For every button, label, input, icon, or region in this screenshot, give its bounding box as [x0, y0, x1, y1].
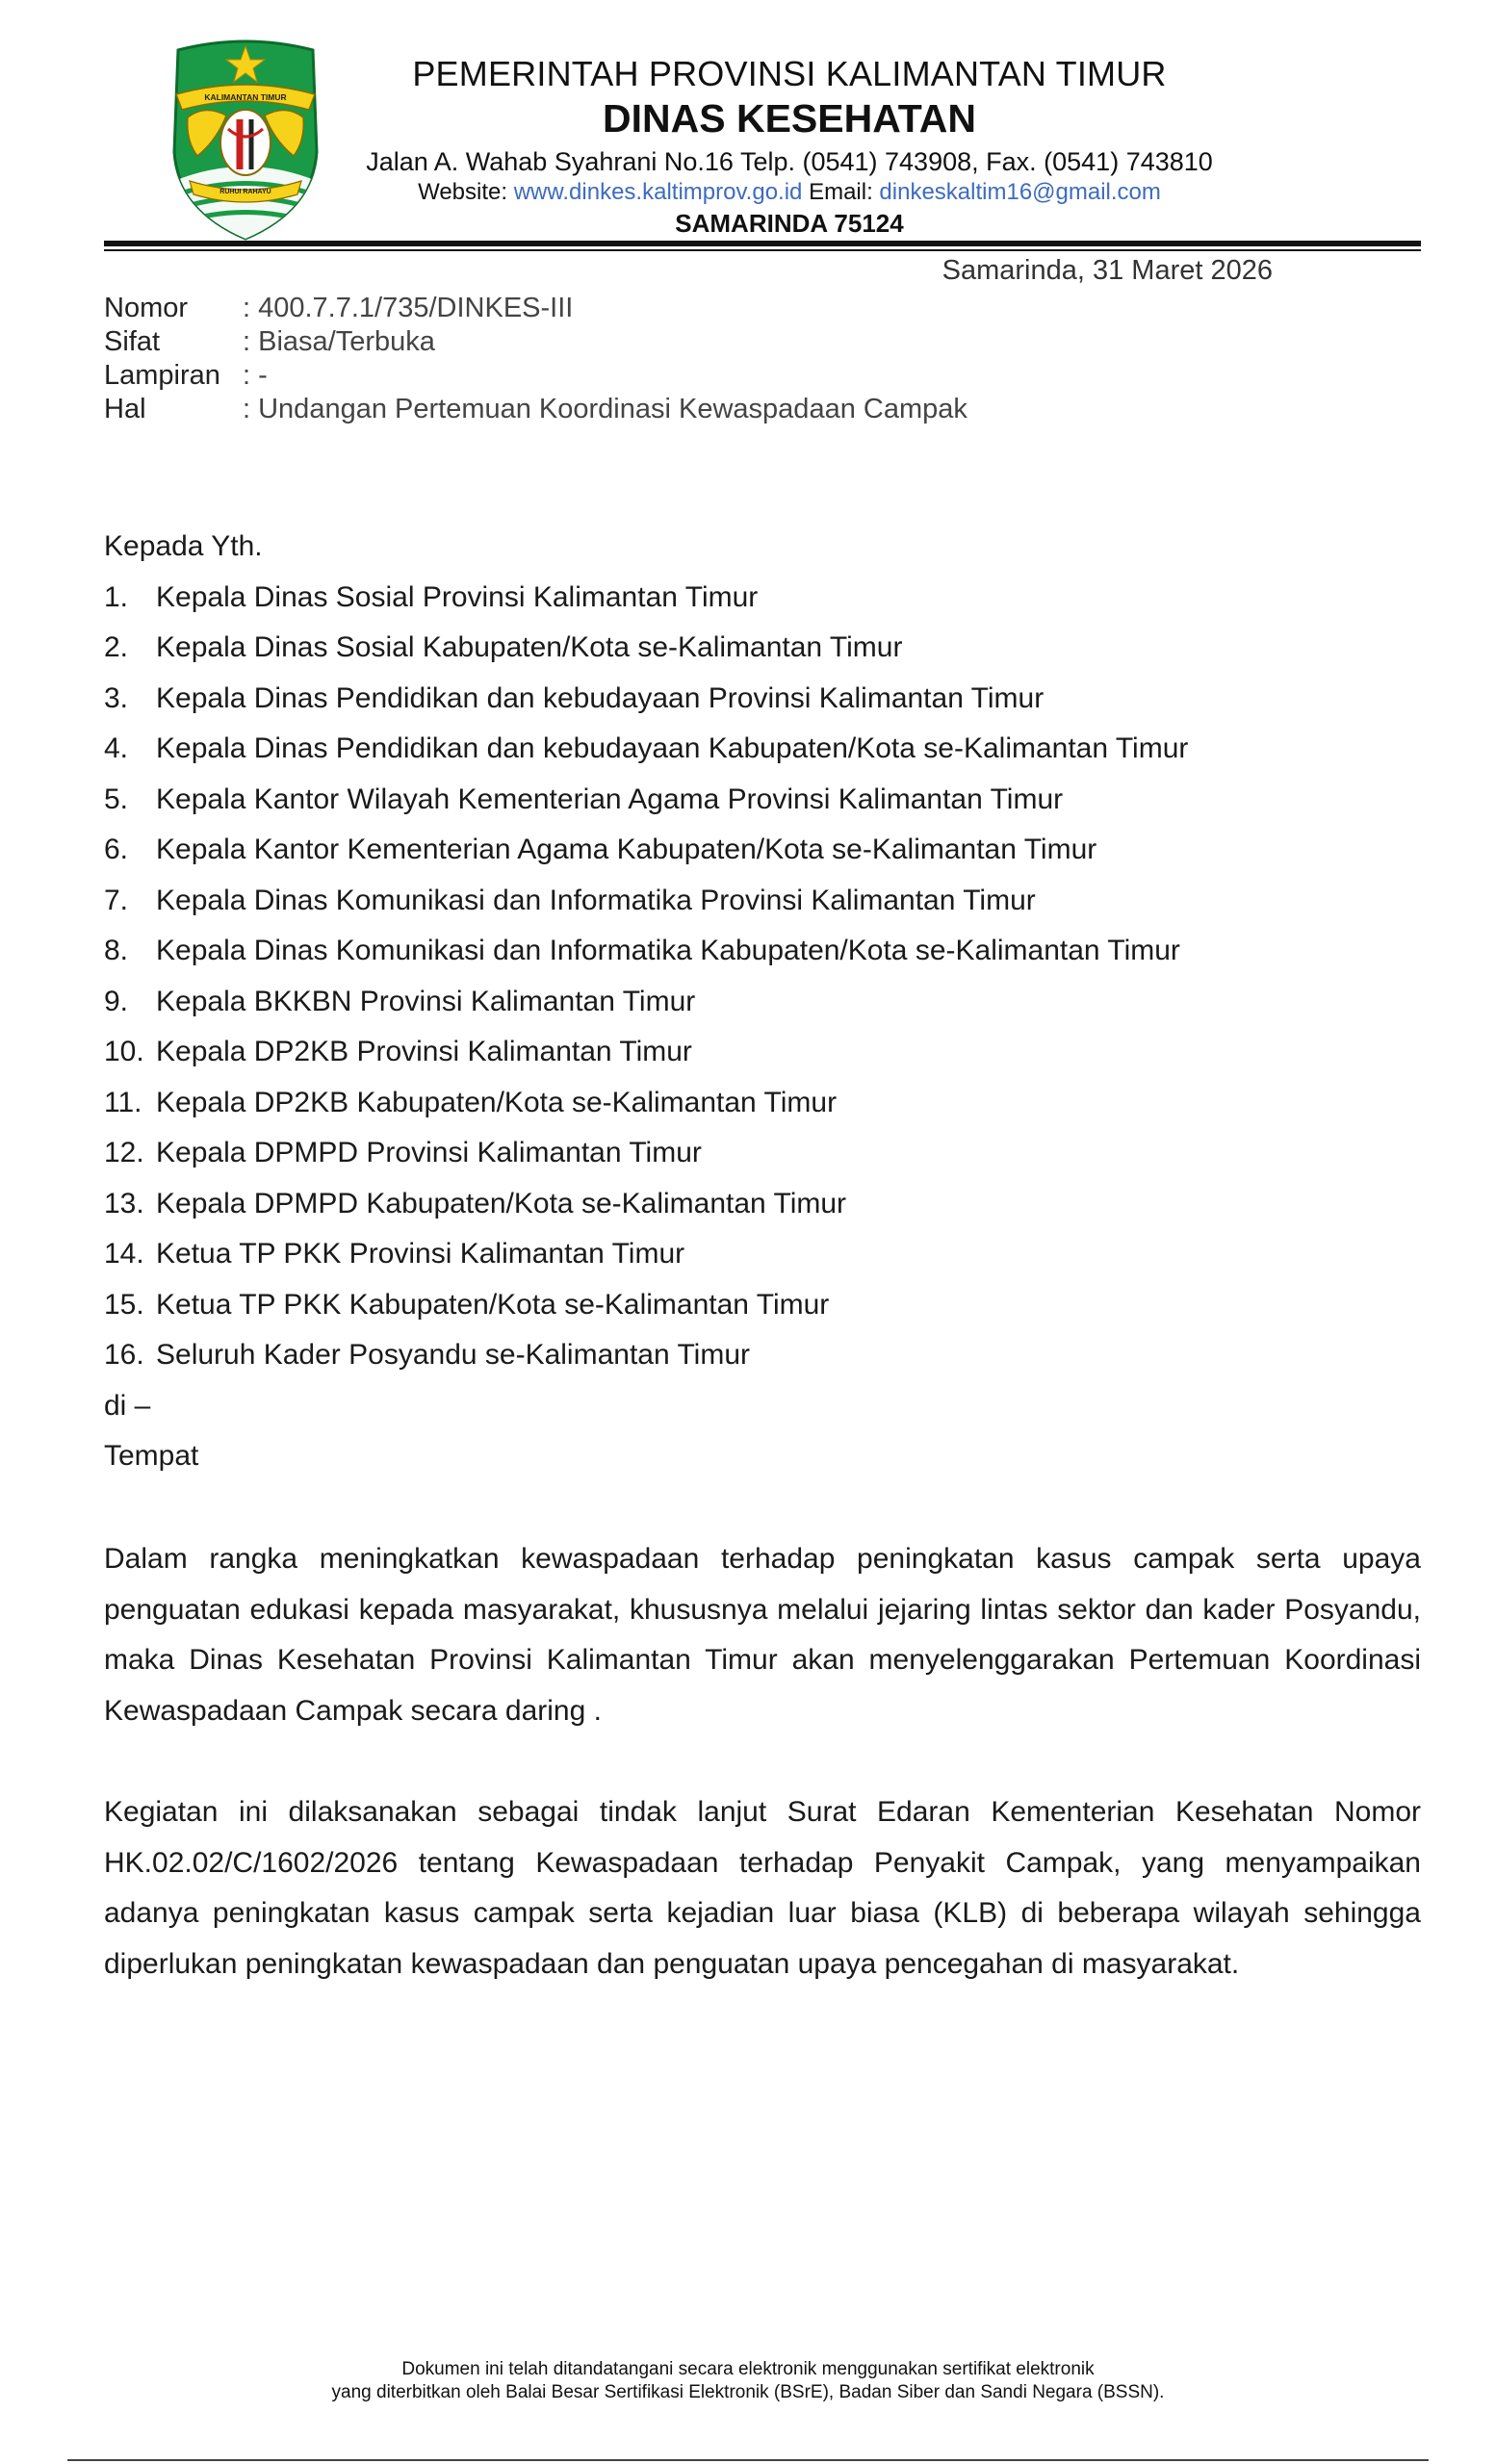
email-label: Email: [809, 179, 873, 205]
recipient-item [104, 983, 1188, 1034]
meta-row-nomor [104, 292, 967, 325]
recipient-tempat: Tempat [104, 1440, 199, 1472]
item-text: Kepala Dinas Komunikasi dan Informatika Provinsi Kalimantan Timur [156, 884, 1036, 916]
svg-text:RUHUI RAHAYU: RUHUI RAHAYU [219, 189, 271, 195]
item-number: 3. [104, 681, 129, 714]
item-number: 6. [104, 834, 129, 865]
recipient-item [104, 1286, 1188, 1337]
item-number: 5. [104, 783, 129, 815]
item-text: Ketua TP PKK Provinsi Kalimantan Timur [156, 1238, 685, 1270]
recipient-item [104, 629, 1188, 680]
item-number: 11. [104, 1086, 142, 1118]
recipient-block [104, 527, 1188, 1488]
meta-row-sifat [104, 325, 967, 359]
recipient-item [104, 680, 1188, 731]
letterhead [318, 53, 1261, 240]
recipient-item [104, 882, 1188, 933]
item-number: 2. [104, 631, 129, 663]
recipient-item [104, 1134, 1188, 1185]
recipient-item [104, 831, 1188, 882]
recipient-item [104, 932, 1188, 983]
footer-divider [67, 2459, 1429, 2461]
item-text: Kepala Dinas Komunikasi dan Informatika Kabupaten/Kota se-Kalimantan Timur [156, 935, 1180, 966]
svg-text:KALIMANTAN TIMUR: KALIMANTAN TIMUR [204, 92, 287, 102]
recipient-di: di – [104, 1389, 151, 1422]
meta-label: Hal [104, 394, 146, 424]
meta-label: Nomor [104, 293, 189, 323]
item-number: 4. [104, 732, 129, 764]
item-number: 15. [104, 1288, 144, 1321]
e-signature-notice [0, 2358, 1496, 2404]
contact-line [318, 178, 1261, 207]
item-number: 10. [104, 1036, 144, 1067]
recipient-item [104, 1336, 1188, 1387]
item-text: Kepala Kantor Kementerian Agama Kabupaten/Kota se-Kalimantan Timur [156, 834, 1097, 865]
item-text: Seluruh Kader Posyandu se-Kalimantan Timur [156, 1339, 750, 1371]
item-number: 9. [104, 985, 129, 1017]
item-text: Kepala Dinas Sosial Kabupaten/Kota se-Kalimantan Timur [156, 631, 903, 663]
item-text: Kepala Dinas Pendidikan dan kebudayaan Kabupaten/Kota se-Kalimantan Timur [156, 732, 1189, 764]
recipient-item [104, 1084, 1188, 1135]
item-number: 16. [104, 1339, 144, 1371]
meta-value: : Undangan Pertemuan Koordinasi Kewaspadaan Campak [243, 394, 967, 424]
department-name: DINAS KESEHATAN [603, 96, 976, 141]
item-text: Kepala DPMPD Kabupaten/Kota se-Kalimantan Timur [156, 1187, 847, 1219]
item-text: Kepala DP2KB Provinsi Kalimantan Timur [156, 1036, 692, 1067]
item-number: 12. [104, 1137, 144, 1168]
item-number: 13. [104, 1187, 144, 1219]
letter-meta [104, 292, 967, 426]
email-link[interactable]: dinkeskaltim16@gmail.com [879, 179, 1161, 205]
item-text: Kepala DP2KB Kabupaten/Kota se-Kalimantan Timur [156, 1086, 838, 1118]
letterhead-divider-thin [104, 249, 1421, 251]
meta-value: : - [243, 360, 268, 391]
item-number: 8. [104, 935, 129, 966]
salutation: Kepada Yth. [104, 530, 263, 562]
letter-date: Samarinda, 31 Maret 2026 [941, 255, 1273, 286]
recipient-item [104, 578, 1188, 629]
item-text: Kepala BKKBN Provinsi Kalimantan Timur [156, 985, 696, 1017]
item-number: 7. [104, 884, 129, 916]
body-paragraph-1: Dalam rangka meningkatkan kewaspadaan terhadap peningkatan kasus campak serta upaya penguatan edukasi kepada masyarakat, khususnya melalui jejaring lintas sektor dan kader Posyandu, maka Dinas Kesehatan Provinsi Kalimantan Timur akan menyelenggarakan Pertemuan Koordinasi Kewaspadaan Campak secara daring . [104, 1543, 1421, 1727]
website-link[interactable]: www.dinkes.kaltimprov.go.id [513, 179, 803, 205]
meta-row-lampiran [104, 359, 967, 393]
item-text: Kepala Dinas Sosial Provinsi Kalimantan Timur [156, 580, 759, 613]
recipient-item [104, 1185, 1188, 1236]
footer-line-2: yang diterbitkan oleh Balai Besar Sertifikasi Elektronik (BSrE), Badan Siber dan Sandi Negara (BSSN). [331, 2382, 1165, 2402]
item-text: Kepala Kantor Wilayah Kementerian Agama Provinsi Kalimantan Timur [156, 783, 1064, 815]
item-text: Kepala DPMPD Provinsi Kalimantan Timur [156, 1137, 702, 1168]
meta-value: : 400.7.7.1/735/DINKES-III [243, 293, 574, 323]
item-text: Ketua TP PKK Kabupaten/Kota se-Kalimantan Timur [156, 1288, 830, 1321]
meta-label: Lampiran [104, 360, 220, 391]
kaltim-coat-of-arms-logo [159, 37, 332, 244]
recipient-item [104, 781, 1188, 832]
meta-label: Sifat [104, 326, 161, 357]
recipient-item [104, 1033, 1188, 1084]
government-name: PEMERINTAH PROVINSI KALIMANTAN TIMUR [412, 54, 1167, 93]
office-address: Jalan A. Wahab Syahrani No.16 Telp. (0541) 743908, Fax. (0541) 743810 [366, 147, 1213, 176]
meta-value: : Biasa/Terbuka [243, 326, 435, 357]
website-label: Website: [418, 179, 508, 205]
letterhead-divider-thick [104, 241, 1421, 246]
item-number: 14. [104, 1238, 144, 1270]
footer-line-1: Dokumen ini telah ditandatangani secara elektronik menggunakan sertifikat elektronik [401, 2359, 1095, 2379]
body-paragraph-2: Kegiatan ini dilaksanakan sebagai tindak lanjut Surat Edaran Kementerian Kesehatan Nomor HK.02.02/C/1602/2026 tentang Kewaspadaan terhadap Penyakit Campak, yang menyampaikan adanya peningkatan kasus campak serta kejadian luar biasa (KLB) di beberapa wilayah sehingga diperlukan peningkatan kewaspadaan dan penguatan upaya pencegahan di masyarakat. [104, 1796, 1421, 1980]
item-text: Kepala Dinas Pendidikan dan kebudayaan Provinsi Kalimantan Timur [156, 681, 1045, 714]
item-number: 1. [104, 580, 129, 613]
meta-row-hal [104, 393, 967, 426]
recipient-item [104, 730, 1188, 781]
city-postal-code: SAMARINDA 75124 [675, 209, 904, 238]
recipient-item [104, 1235, 1188, 1286]
